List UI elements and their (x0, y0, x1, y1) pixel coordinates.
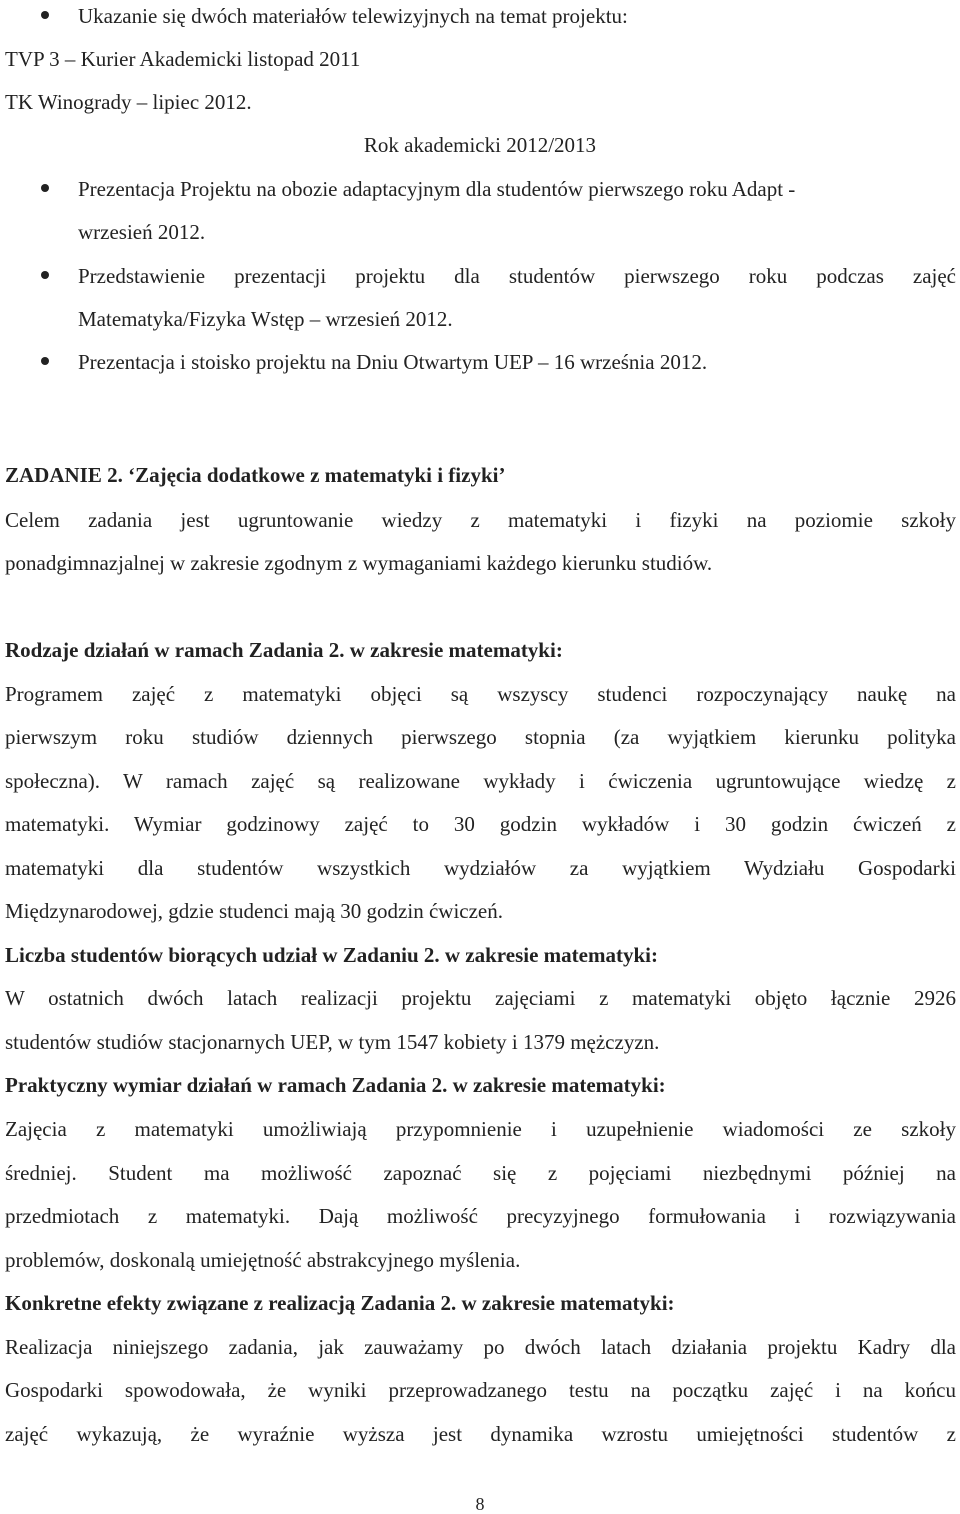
list-item: Prezentacja Projektu na obozie adaptacyjnym dla studentów pierwszego roku Adapt - (78, 177, 796, 201)
section-heading: ZADANIE 2. ‘Zajęcia dodatkowe z matematyki i fizyki’ (5, 463, 506, 487)
paragraph-line: zajęć wykazują, że wyraźnie wyższa jest dynamika wzrostu umiejętności studentów z (5, 1422, 956, 1446)
paragraph-line: Międzynarodowej, gdzie studenci mają 30 godzin ćwiczeń. (5, 899, 503, 923)
list-item-continuation: Matematyka/Fizyka Wstęp – wrzesień 2012. (78, 307, 453, 331)
section-heading: Praktyczny wymiar działań w ramach Zadania 2. w zakresie matematyki: (5, 1073, 666, 1097)
paragraph-line: przedmiotach z matematyki. Dają możliwość precyzyjnego formułowania i rozwiązywania (5, 1204, 956, 1228)
paragraph-line: matematyki. Wymiar godzinowy zajęć to 30 godzin wykładów i 30 godzin ćwiczeń z (5, 812, 956, 836)
paragraph-line: problemów, doskonalą umiejętność abstrakcyjnego myślenia. (5, 1248, 521, 1272)
paragraph-line: ponadgimnazjalnej w zakresie zgodnym z wymaganiami każdego kierunku studiów. (5, 551, 713, 575)
section-heading: Konkretne efekty związane z realizacją Zadania 2. w zakresie matematyki: (5, 1291, 675, 1315)
list-item-continuation: wrzesień 2012. (78, 220, 206, 244)
list-item: Prezentacja i stoisko projektu na Dniu Otwartym UEP – 16 września 2012. (78, 350, 708, 374)
bullet-icon (41, 184, 49, 192)
list-item: Przedstawienie prezentacji projektu dla studentów pierwszego roku podczas zajęć (78, 264, 956, 288)
paragraph-line: Celem zadania jest ugruntowanie wiedzy z matematyki i fizyki na poziomie szkoły (5, 508, 956, 532)
section-heading: Liczba studentów biorących udział w Zadaniu 2. w zakresie matematyki: (5, 943, 658, 967)
page-number: 8 (475, 1494, 485, 1514)
paragraph-line: średniej. Student ma możliwość zapoznać się z pojęciami niezbędnymi później na (5, 1161, 956, 1185)
paragraph-line: Zajęcia z matematyki umożliwiają przypomnienie i uzupełnienie wiadomości ze szkoły (5, 1117, 956, 1141)
tv-line: TVP 3 – Kurier Akademicki listopad 2011 (5, 47, 361, 71)
bullet-icon (41, 357, 49, 365)
academic-year-heading: Rok akademicki 2012/2013 (363, 133, 597, 157)
bullet-icon (41, 11, 49, 19)
paragraph-line: społeczna). W ramach zajęć są realizowane wykłady i ćwiczenia ugruntowujące wiedzę z (5, 769, 956, 793)
paragraph-line: Realizacja niniejszego zadania, jak zauważamy po dwóch latach działania projektu Kadry dla (5, 1335, 956, 1359)
section-heading: Rodzaje działań w ramach Zadania 2. w zakresie matematyki: (5, 638, 563, 662)
paragraph-line: Programem zajęć z matematyki objęci są wszyscy studenci rozpoczynający naukę na (5, 682, 956, 706)
paragraph-line: Gospodarki spowodowała, że wyniki przeprowadzanego testu na początku zajęć i na końcu (5, 1378, 956, 1402)
paragraph-line: matematyki dla studentów wszystkich wydziałów za wyjątkiem Wydziału Gospodarki (5, 856, 956, 880)
list-item: Ukazanie się dwóch materiałów telewizyjnych na temat projektu: (78, 4, 628, 28)
tv-line: TK Winogrady – lipiec 2012. (5, 90, 252, 114)
bullet-icon (41, 271, 49, 279)
paragraph-line: pierwszym roku studiów dziennych pierwszego stopnia (za wyjątkiem kierunku polityka (5, 725, 956, 749)
paragraph-line: W ostatnich dwóch latach realizacji projektu zajęciami z matematyki objęto łącznie 2926 (5, 986, 956, 1010)
paragraph-line: studentów studiów stacjonarnych UEP, w tym 1547 kobiety i 1379 mężczyzn. (5, 1030, 660, 1054)
